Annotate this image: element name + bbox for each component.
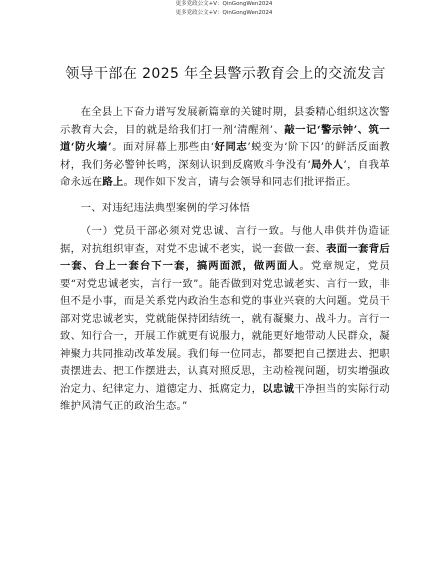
s1-text-3: 干净担当的实际行动维护风清气正的政治生态。”: [60, 382, 391, 412]
s1-bold-1: 表面一套背后一套、台上一套台下一套，搞两面派，做两面人: [60, 242, 391, 272]
s1-text-2: 。党章规定，党员要“对党忠诚老实，言行一致”。能否做到对党忠诚老实、言行一致，非但不是小事，而是关系党内政治生态和党的事业兴衰的大问题。党员干部对党忠诚老实，党就能保持团结统一，就有凝聚力、战斗力。言行一致、知行合一，开展工作就更有说服力，就能更好地带动人民群众，凝神聚力共同推动改革发展。我们每一位同志，都要把自己摆进去、把职责摆进去、把工作摆进去，认真对照反思，主动检视问题，切实增强政治定力、纪律定力、道德定力、抵腐定力，: [60, 260, 390, 395]
document-title: 领导干部在 2025 年全县警示教育会上的交流发言: [65, 66, 386, 82]
intro-text-3: ’蜕变为‘阶下囚’的鲜活反面教材，我们务必警钟长鸣，深刻认识到反腐败斗争没有‘: [60, 141, 390, 171]
document-body: [60, 104, 390, 416]
intro-text-2: 。面对屏幕上那些由‘: [111, 141, 215, 153]
s1-text-1: （一）党员干部必须对党忠诚、言行一致。与他人串供并伪造证据，对抗组织审查，对党不忠诚不老实，说一套做一套、: [60, 225, 390, 255]
s1-bold-2: 以忠诚: [262, 382, 295, 395]
intro-text-4: ’，自我革命永远在: [60, 158, 390, 188]
header-note-line-1: 更多党政公文+V：QinGongWen2024: [175, 1, 273, 7]
section-1-heading: 一、对违纪违法典型案例的学习体悟: [80, 201, 251, 214]
intro-bold-3: 局外人: [310, 158, 344, 171]
header-note-line-2: 更多党政公文+V：QinGongWen2024: [175, 10, 273, 16]
intro-bold-2: 好同志: [214, 141, 248, 153]
paragraph-gap: [60, 192, 390, 198]
intro-paragraph: [60, 104, 390, 192]
intro-bold-1: 敲一记‘警示钟’、筑一道‘防火墙’: [60, 123, 390, 153]
intro-text-1: 在全县上下奋力谱写发展新篇章的关键时期，县委精心组织这次警示教育大会，目的就是给我们打一剂‘清醒剂’、: [60, 106, 390, 136]
intro-bold-4: 路上: [102, 176, 124, 188]
intro-text-5: 。现作如下发言，请与会领导和同志们批评指正。: [123, 176, 357, 188]
section-1-paragraph: [60, 223, 390, 416]
